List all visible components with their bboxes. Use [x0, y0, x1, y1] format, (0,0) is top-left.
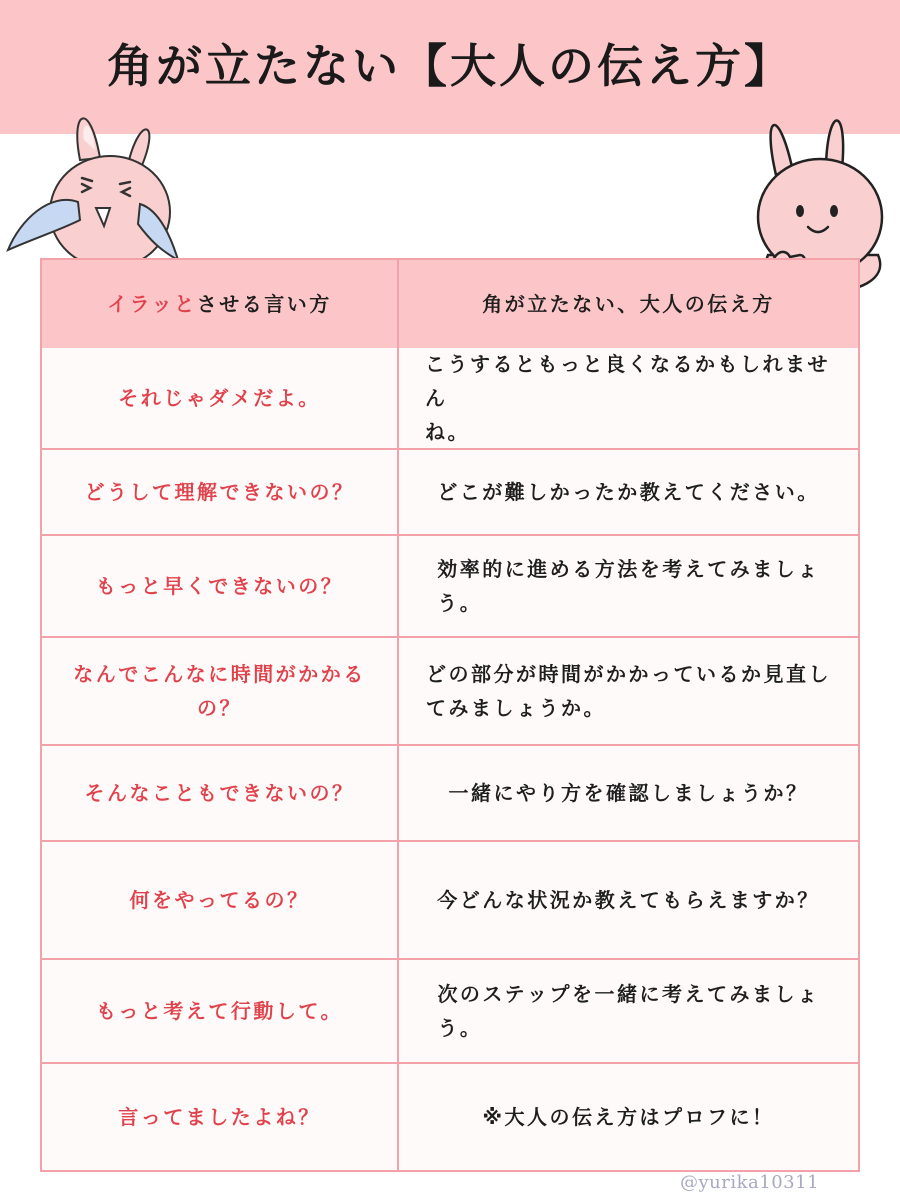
table-row: [42, 348, 858, 448]
irritating-phrase: もっと早くできないの？: [42, 536, 399, 636]
table-row: [42, 958, 858, 1062]
page-title: 角が立たない【大人の伝え方】: [107, 39, 793, 93]
table-row: [42, 1062, 858, 1170]
header-left-cell: [42, 260, 399, 348]
polite-phrase: 効率的に進める方法を考えてみましょ う。: [437, 557, 820, 615]
irritating-phrase: どうして理解できないの？: [42, 450, 399, 534]
polite-phrase: 次のステップを一緒に考えてみましょ う。: [437, 982, 820, 1040]
irritating-phrase: 言ってましたよね？: [42, 1064, 399, 1170]
crying-rabbit-icon: [0, 100, 180, 270]
table-row: [42, 534, 858, 636]
irritating-phrase: なんでこんなに時間がかかる の？: [42, 638, 399, 744]
polite-phrase: こうするともっと良くなるかもしれません ね。: [425, 352, 830, 444]
irritating-phrase: 何をやってるの？: [42, 842, 399, 958]
author-watermark: @yurika10311: [680, 1172, 820, 1193]
polite-phrase: 一緒にやり方を確認しましょうか？: [448, 781, 809, 805]
table-row: [42, 744, 858, 840]
polite-phrase: 今どんな状況か教えてもらえますか？: [437, 888, 820, 912]
header-left-text: させる言い方: [196, 292, 332, 316]
polite-phrase: どこが難しかったか教えてください。: [437, 480, 820, 504]
header-left-highlight: イラッと: [107, 292, 197, 316]
irritating-phrase: それじゃダメだよ。: [42, 348, 399, 448]
irritating-phrase: そんなこともできないの？: [42, 746, 399, 840]
polite-phrase: ※大人の伝え方はプロフに！: [482, 1105, 775, 1129]
polite-phrase: どの部分が時間がかかっているか見直し てみましょうか。: [426, 662, 831, 720]
table-row: [42, 840, 858, 958]
table-row: [42, 448, 858, 534]
irritating-phrase: もっと考えて行動して。: [42, 960, 399, 1062]
header-right-cell: 角が立たない、大人の伝え方: [482, 292, 775, 316]
table-row: [42, 636, 858, 744]
table-header-row: [42, 260, 858, 348]
comparison-table: [40, 258, 860, 1172]
